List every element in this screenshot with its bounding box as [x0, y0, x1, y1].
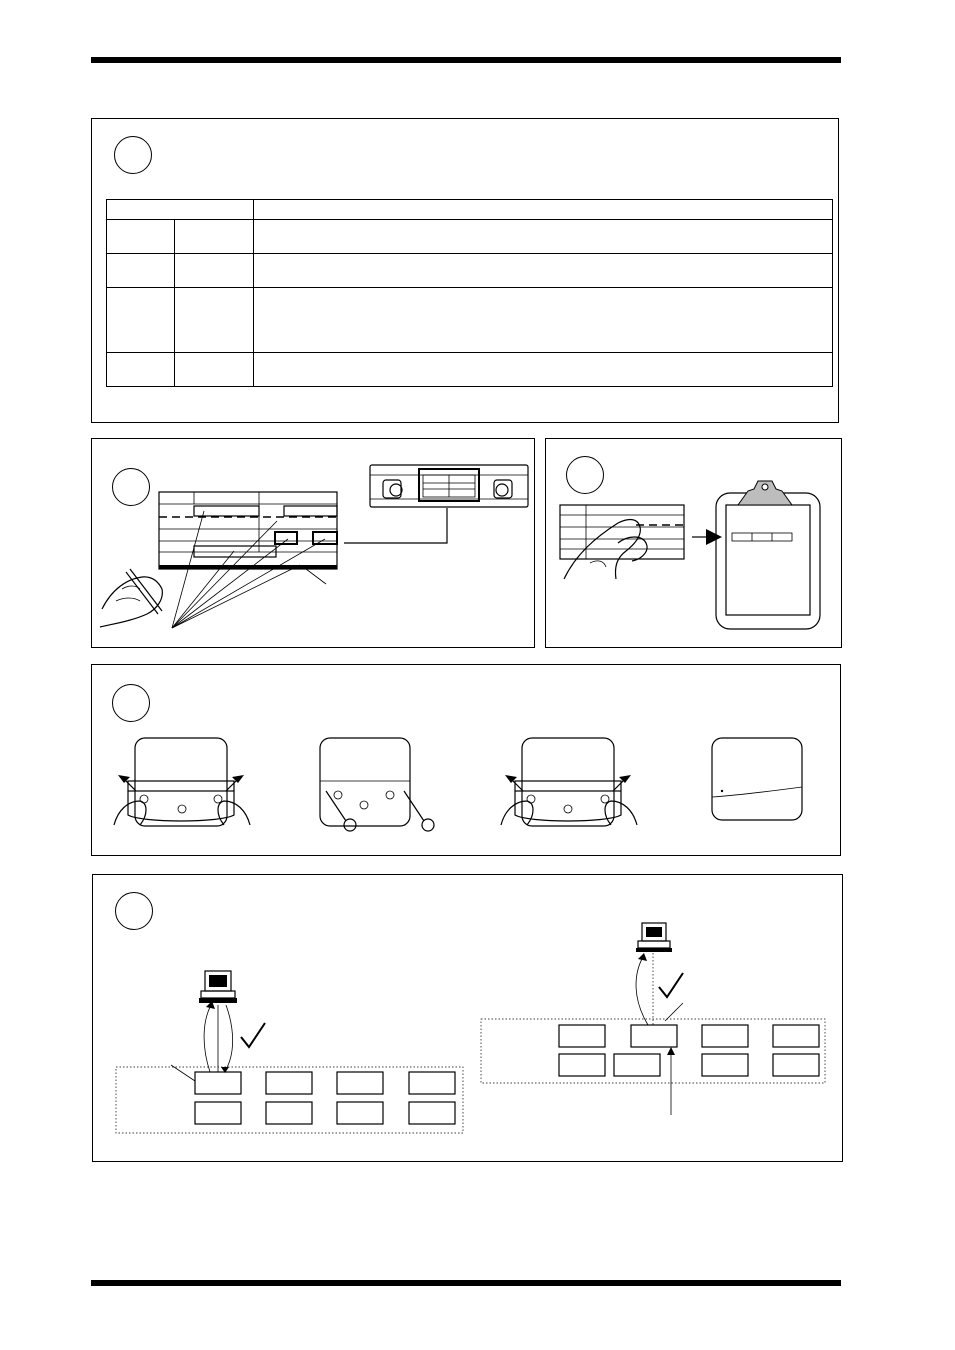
- cover-replacement-illustration: [92, 665, 842, 857]
- table-cell: [107, 288, 175, 353]
- table-cell: [107, 254, 175, 288]
- table-header-cell: [107, 200, 254, 220]
- step-1-circle: [114, 136, 152, 174]
- table-header-cell: [254, 200, 833, 220]
- panel-step-3: [545, 438, 842, 648]
- table-cell: [175, 288, 254, 353]
- settings-table: [106, 199, 833, 387]
- table-cell: [107, 220, 175, 254]
- table-header-row: [107, 200, 833, 220]
- table-row: [107, 353, 833, 387]
- table-cell: [254, 288, 833, 353]
- panel-step-5: [92, 874, 843, 1162]
- panel-step-4: [91, 664, 841, 856]
- bottom-rule: [91, 1280, 841, 1286]
- top-rule: [91, 57, 841, 63]
- panel-step-2: [91, 438, 535, 648]
- clipboard-illustration: [546, 439, 843, 649]
- table-row: [107, 220, 833, 254]
- table-cell: [107, 353, 175, 387]
- table-cell: [175, 353, 254, 387]
- label-writing-illustration: [92, 439, 536, 649]
- table-cell: [254, 220, 833, 254]
- panel-step-1: [91, 118, 839, 423]
- table-row: [107, 254, 833, 288]
- network-illustration: [93, 875, 844, 1163]
- table-cell: [175, 220, 254, 254]
- table-row: [107, 288, 833, 353]
- table-cell: [254, 254, 833, 288]
- table-cell: [175, 254, 254, 288]
- table-cell: [254, 353, 833, 387]
